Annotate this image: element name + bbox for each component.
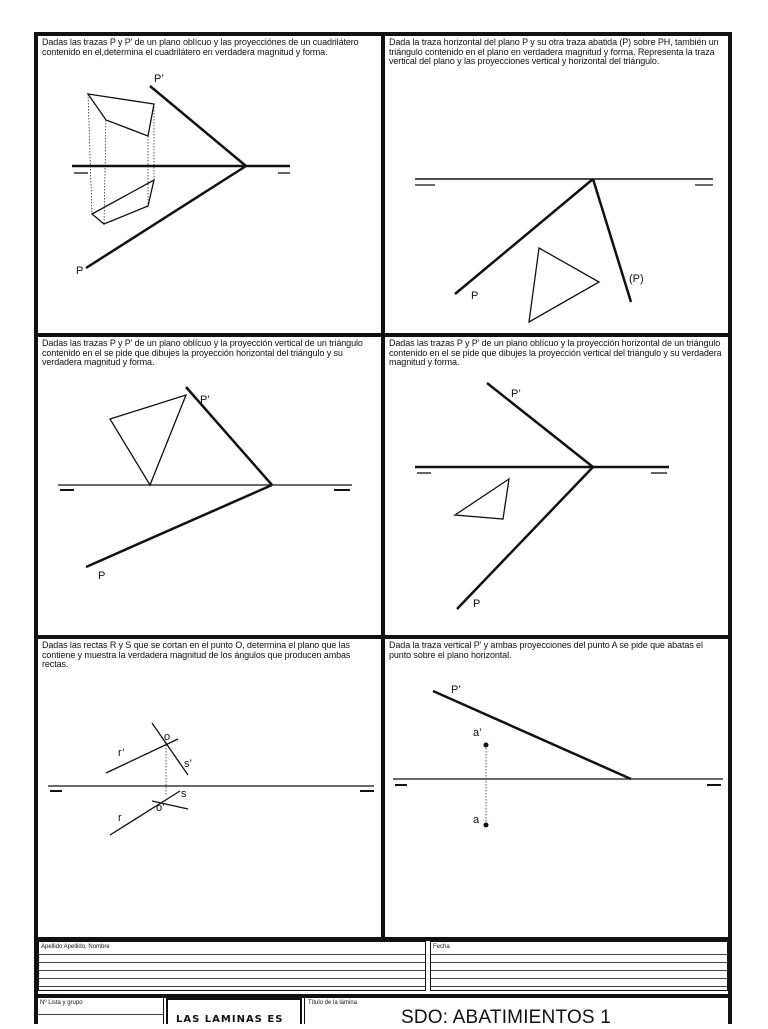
sheet-title-box: [304, 998, 728, 1028]
trace-p-prime-label: P’: [511, 388, 521, 400]
trace-p-abatida-label: (P): [629, 273, 644, 285]
sheet-title-label: Título de la lámina: [308, 1000, 358, 1006]
point-a-prime-label: a’: [473, 727, 482, 739]
exercise-panel-2: [385, 36, 728, 333]
line-s-prime-label: s’: [184, 758, 192, 770]
line-s-label: s: [181, 788, 187, 800]
sheet-title: SDO: ABATIMIENTOS 1: [401, 1007, 612, 1028]
date-field-label: Fecha: [433, 944, 450, 950]
point-o-label: o’: [156, 802, 165, 814]
trace-p-prime-label: P’: [451, 684, 461, 696]
trace-p-prime-label: P’: [200, 394, 210, 406]
exercise-2-drawing: [385, 36, 728, 333]
trace-p-prime-label: P’: [154, 73, 164, 85]
point-o-prime-label: o: [164, 731, 171, 743]
exercise-6-statement: Dada la traza vertical P’ y ambas proyecciones del punto A se pide que abatas el punto sobre el plano horizontal.: [389, 640, 703, 660]
exercise-panel-5: [38, 639, 381, 937]
point-a-label: a: [473, 814, 480, 826]
line-r-prime-label: r’: [118, 747, 125, 759]
exercise-panel-6: [385, 639, 728, 937]
trace-p-label: P: [471, 290, 479, 302]
exercise-5-statement: Dadas las rectas R y S que se cortan en el punto O, determina el plano que las contiene y muestra la verdadera magnitud de los ángulos que producen ambas rectas.: [42, 640, 351, 669]
exercise-6-drawing: [385, 639, 728, 937]
exercise-panel-3: [38, 337, 381, 635]
exercise-3-drawing: [38, 337, 381, 635]
name-field-label: Apellido Apellido, Nombre: [41, 944, 110, 950]
list-field-box: [38, 998, 164, 1024]
name-field-box: [38, 941, 426, 991]
exercise-3-statement: Dadas las trazas P y P’ de un plano oblícuo y la proyección vertical de un triángulo contenido en el se pide que dibujes la proyección horizontal del triángulo y su verdadera magnitud y forma.: [42, 338, 363, 367]
exercise-4-statement: Dadas las trazas P y P’ de un plano oblícuo y la proyección horizontal de un triángulo contenido en el se pide que dibujes la proyección vertical del triángulo y su verdadera magnitud y forma.: [389, 338, 722, 367]
exercise-panel-4: [385, 337, 728, 635]
trace-p-label: P: [473, 598, 481, 610]
date-field-box: [430, 941, 728, 991]
line-r-label: r: [118, 812, 122, 824]
exercise-5-drawing: [38, 639, 381, 937]
logo-box: [166, 998, 302, 1024]
logo-text: LAS LAMINAS ES: [176, 1014, 284, 1025]
exercise-1-statement: Dadas las trazas P y P’ de un plano oblícuo y las proyecciónes de un cuadrilátero contenido en el,determina el cuadrilátero en verdadera magnitud y forma.: [42, 37, 359, 57]
exercise-panel-1: [38, 36, 381, 333]
exercise-4-drawing: [385, 337, 728, 635]
exercise-1-drawing: [38, 36, 381, 333]
trace-p-label: P: [76, 265, 84, 277]
trace-p-label: P: [98, 570, 106, 582]
list-field-label: Nº Lista y grupo: [40, 1000, 83, 1006]
exercise-2-statement: Dada la traza horizontal del plano P y su otra traza abatida (P) sobre PH, también un triángulo contenido en el plano en verdadera magnitud y forma. Representa la traza vertical del plano y las proyecciones vertical y horizontal del triángulo.: [389, 37, 719, 66]
title-block: [38, 941, 728, 1028]
